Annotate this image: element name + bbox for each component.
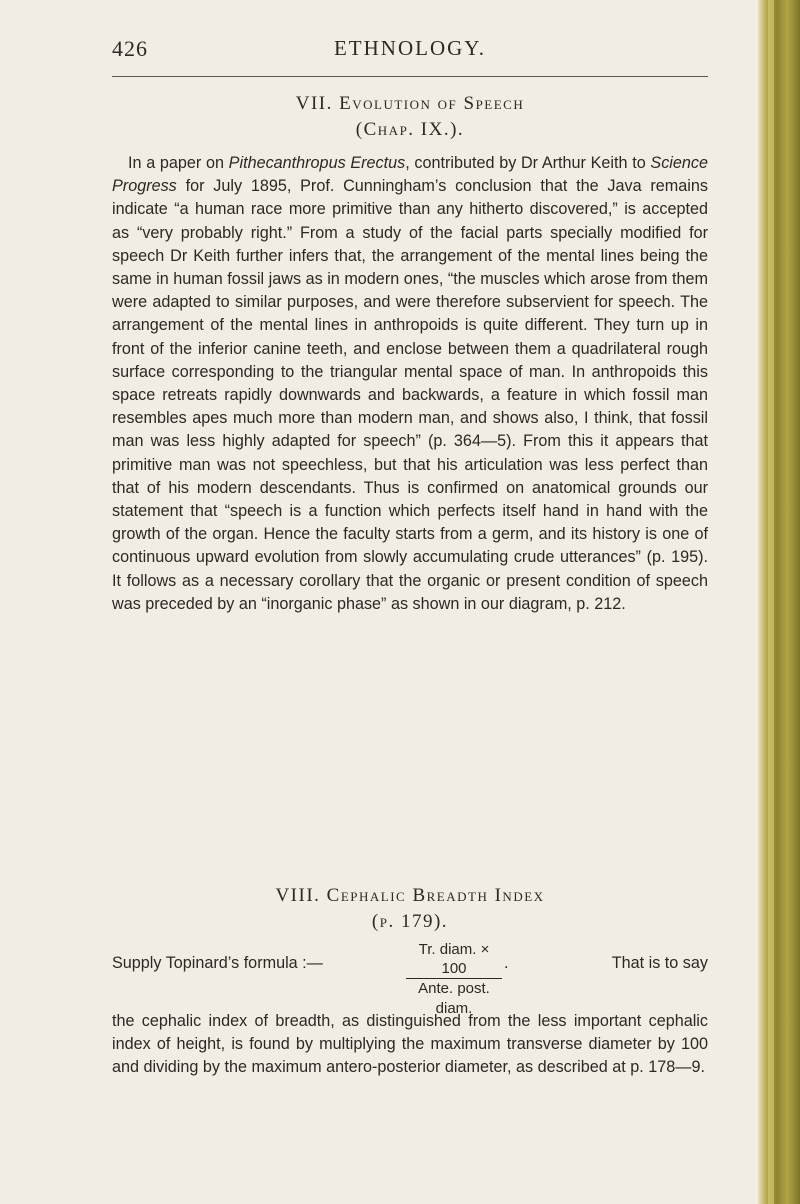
section-8-paragraph: the cephalic index of breadth, as distinguished from the less important cephalic index of height, is found by multiplying the maximum transverse diameter by 100 and dividing by the maximum antero-posterior diameter, as described at p. 178—9. bbox=[112, 1012, 708, 1077]
page-number: 426 bbox=[112, 36, 148, 61]
section-7-body bbox=[112, 152, 708, 616]
formula-numerator: Tr. diam. × 100 bbox=[406, 940, 502, 979]
formula-fraction bbox=[406, 940, 502, 1019]
paragraph-text-1: In a paper on bbox=[128, 154, 229, 172]
running-title: ETHNOLOGY. bbox=[333, 36, 487, 60]
paragraph-text-3: for July 1895, Prof. Cunningham’s conclusion that the Java remains indicate “a human race more primitive than any hitherto discovered,” is accepted as “very probably right.” From a study of the facial parts specially modified for speech Dr Keith further infers that, the arrangement of the mental lines being the same in human fossil jaws as in modern ones, “the muscles which arose from them were adapted to similar purposes, and were therefore subservient for speech. The arrangement of the mental lines in anthropoids is quite different. They turn up in front of the inferior canine teeth, and enclose between them a quadrilateral rough surface corresponding to the triangular mental space of man. In anthropoids this space retreats rapidly downwards and backwards, a feature in which fossil man resembles apes much more than modern man, and shows also, I think, that fossil man was less highly adapted for speech” (p. 364—5). From this it appears that primitive man was not speechless, but that his articulation was less perfect than that of his modern descendants. Thus is confirmed on anatomical grounds our statement that “speech is a function which perfects itself hand in hand with the growth of the organ. Hence the faculty starts from a germ, and its history is one of continuous upward evolution from slowly accumulating crude utterances” (p. 195). It follows as a necessary corollary that the organic or present condition of speech was preceded by an “inorganic phase” as shown in our diagram, p. 212. bbox=[112, 177, 708, 613]
section-8-subtitle: (p. 179). bbox=[371, 911, 449, 932]
section-8-title: VIII. Cephalic Breadth Index bbox=[275, 885, 545, 906]
section-8-body bbox=[112, 1010, 708, 1080]
section-7-title: VII. Evolution of Speech bbox=[295, 93, 525, 114]
paragraph-text-2: , contributed by Dr Arthur Keith to bbox=[405, 154, 651, 172]
formula-line bbox=[112, 940, 708, 1017]
section-7-paragraph bbox=[112, 152, 708, 616]
formula-denominator: Ante. post. diam. bbox=[418, 980, 490, 1017]
formula-tail: That is to say bbox=[611, 954, 708, 972]
journal-name: Science Progress bbox=[112, 154, 708, 196]
section-7-subtitle: (Chap. IX.). bbox=[355, 119, 465, 140]
species-name: Pithecanthropus Erectus bbox=[228, 154, 406, 172]
formula-end: . bbox=[504, 954, 509, 972]
page-header bbox=[112, 36, 708, 77]
book-binding-edge bbox=[758, 0, 800, 1204]
formula-lead: Supply Topinard’s formula :— bbox=[112, 954, 323, 972]
